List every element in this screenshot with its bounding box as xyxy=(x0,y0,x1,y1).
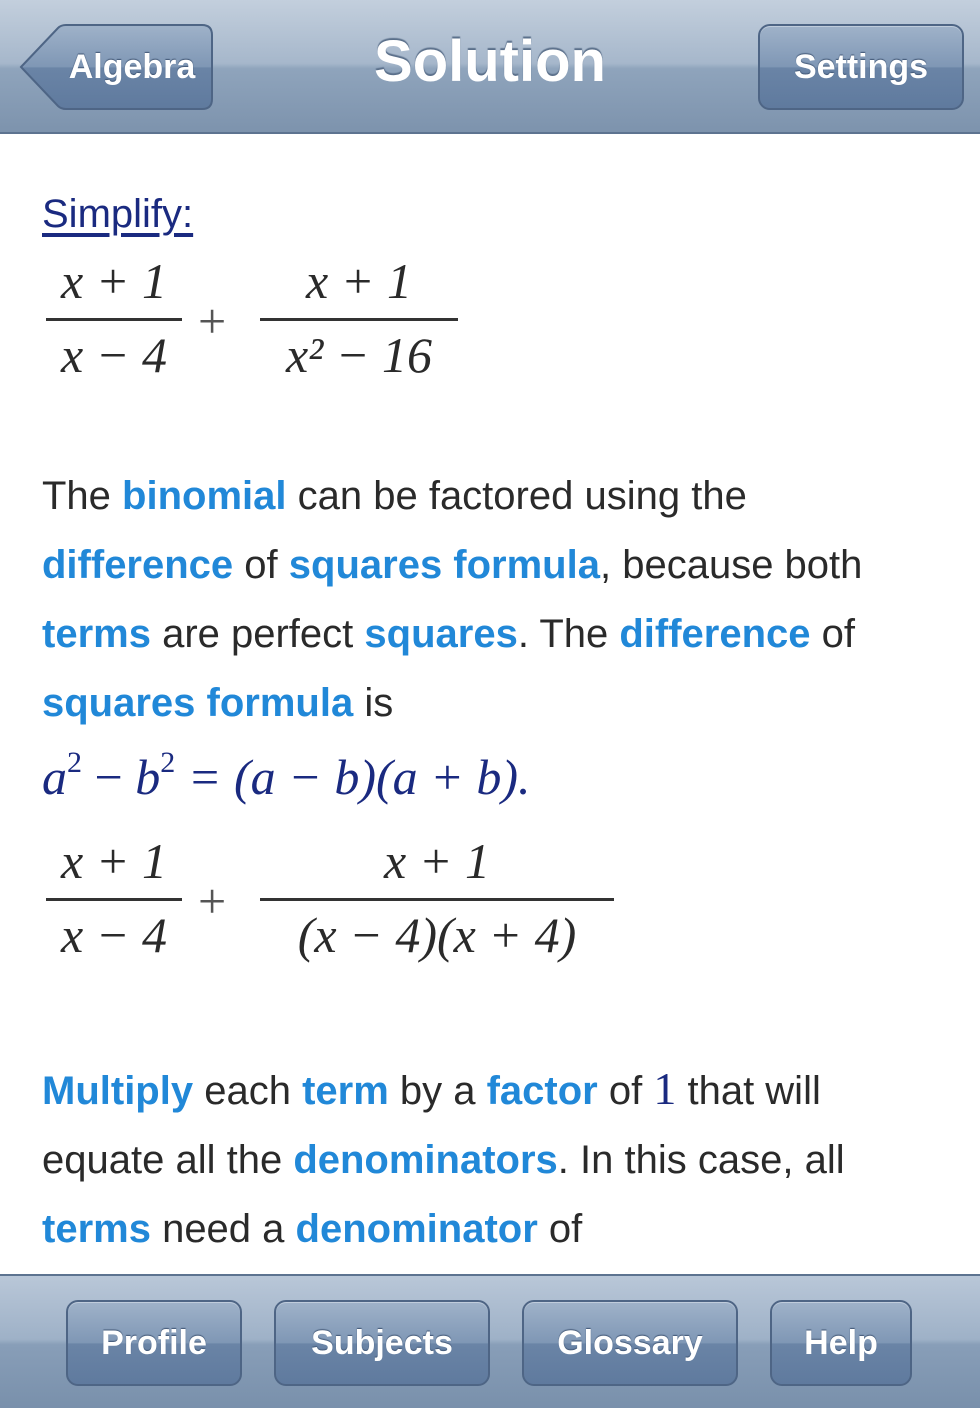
difference-of-squares-formula xyxy=(42,746,531,806)
minus-sign: − xyxy=(82,749,136,805)
help-button[interactable]: Help xyxy=(770,1300,912,1386)
glossary-link-term[interactable]: term xyxy=(302,1069,389,1113)
fraction-denominator: x − 4 xyxy=(61,907,167,963)
formula-rhs: = (a − b)(a + b). xyxy=(175,749,531,805)
glossary-link-multiply[interactable]: Multiply xyxy=(42,1069,194,1113)
text: each xyxy=(193,1069,303,1113)
fraction-denominator: x − 4 xyxy=(61,327,167,383)
text: is xyxy=(353,681,394,725)
plus-sign: + xyxy=(198,293,227,349)
glossary-link-factor[interactable]: factor xyxy=(486,1069,598,1113)
glossary-link-squares-formula[interactable]: squares formula xyxy=(42,681,354,725)
text: can be factored using the xyxy=(286,474,747,518)
plus-sign: + xyxy=(198,873,227,929)
text: of xyxy=(233,543,289,587)
factored-fraction-1 xyxy=(46,832,182,962)
glossary-button[interactable]: Glossary xyxy=(522,1300,738,1386)
glossary-link-terms[interactable]: terms xyxy=(42,1207,151,1251)
fraction-denominator: (x − 4)(x + 4) xyxy=(297,907,577,963)
fraction-denominator: x² − 16 xyxy=(286,327,432,383)
glossary-link-squares-formula[interactable]: squares formula xyxy=(288,543,600,587)
glossary-link-difference[interactable]: difference xyxy=(619,612,811,656)
text: that will equate all the xyxy=(42,1069,821,1182)
step-1-explanation xyxy=(42,462,942,738)
text: are perfect xyxy=(150,612,365,656)
factored-fraction-2 xyxy=(260,832,614,962)
page-title: Solution xyxy=(374,29,606,94)
text: of xyxy=(537,1207,583,1251)
text: . The xyxy=(517,612,620,656)
text: The xyxy=(42,474,123,518)
navigation-bar xyxy=(0,0,980,134)
bottom-toolbar xyxy=(0,1274,980,1408)
glossary-link-terms[interactable]: terms xyxy=(42,612,151,656)
problem-fraction-2 xyxy=(260,252,458,382)
glossary-link-denominator[interactable]: denominator xyxy=(295,1207,538,1251)
fraction-bar xyxy=(46,898,182,901)
fraction-bar xyxy=(260,898,614,901)
text: need a xyxy=(150,1207,296,1251)
fraction-numerator: x + 1 xyxy=(61,833,167,889)
simplify-heading[interactable]: Simplify: xyxy=(42,192,194,236)
text: , because both xyxy=(599,543,863,587)
profile-button[interactable]: Profile xyxy=(66,1300,242,1386)
glossary-link-difference[interactable]: difference xyxy=(42,543,234,587)
fraction-numerator: x + 1 xyxy=(61,253,167,309)
problem-fraction-1 xyxy=(46,252,182,382)
exponent: 2 xyxy=(67,746,82,779)
exponent: 2 xyxy=(160,746,176,779)
step-2-explanation xyxy=(42,1054,942,1264)
formula-variable-a: a xyxy=(42,749,67,805)
fraction-numerator: x + 1 xyxy=(384,833,490,889)
text: of xyxy=(597,1069,654,1113)
settings-button[interactable]: Settings xyxy=(758,24,964,110)
fraction-bar xyxy=(260,318,458,321)
number-one: 1 xyxy=(653,1063,677,1114)
glossary-link-denominators[interactable]: denominators xyxy=(293,1138,558,1182)
glossary-link-squares[interactable]: squares xyxy=(364,612,518,656)
glossary-link-binomial[interactable]: binomial xyxy=(122,474,287,518)
solution-content[interactable] xyxy=(0,136,980,1274)
fraction-numerator: x + 1 xyxy=(306,253,412,309)
subjects-button[interactable]: Subjects xyxy=(274,1300,490,1386)
fraction-bar xyxy=(46,318,182,321)
formula-variable-b: b xyxy=(135,749,161,805)
text: by a xyxy=(388,1069,487,1113)
text: of xyxy=(810,612,856,656)
text: . In this case, all xyxy=(557,1138,845,1182)
back-button-label: Algebra xyxy=(68,47,196,86)
